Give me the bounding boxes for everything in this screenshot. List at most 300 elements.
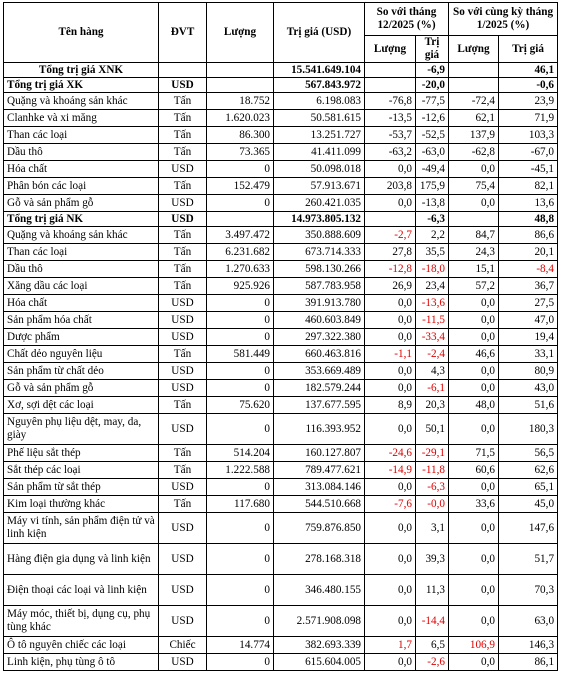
cell-year-volume-change: 0,0 <box>449 544 499 575</box>
cell-year-value-change: -67,0 <box>499 144 558 161</box>
cell-unit: Tấn <box>159 397 207 414</box>
trade-table <box>3 2 558 671</box>
cell-unit: Tấn <box>159 93 207 110</box>
cell-value: 759.876.850 <box>274 513 365 544</box>
table-row <box>4 178 558 195</box>
cell-month-value-change: -49,4 <box>416 161 449 178</box>
cell-month-volume-change <box>365 78 416 93</box>
cell-value: 598.130.266 <box>274 261 365 278</box>
cell-volume: 0 <box>207 363 274 380</box>
cell-month-volume-change: -2,7 <box>365 227 416 244</box>
cell-value: 297.322.380 <box>274 329 365 346</box>
table-row <box>4 496 558 513</box>
subheader-volume-month: Lượng <box>365 36 416 63</box>
cell-name: Điện thoại các loại và linh kiện <box>4 575 159 606</box>
cell-month-volume-change: 0,0 <box>365 329 416 346</box>
cell-year-volume-change: 106,9 <box>449 637 499 654</box>
cell-month-value-change: 175,9 <box>416 178 449 195</box>
table-row <box>4 414 558 445</box>
cell-year-value-change: 62,6 <box>499 462 558 479</box>
cell-volume: 0 <box>207 544 274 575</box>
table-row <box>4 479 558 496</box>
cell-year-volume-change: 0,0 <box>449 575 499 606</box>
cell-year-volume-change <box>449 78 499 93</box>
cell-year-value-change: 48,8 <box>499 212 558 227</box>
cell-name: Sản phẩm từ sắt thép <box>4 479 159 496</box>
cell-volume: 0 <box>207 195 274 212</box>
cell-unit: Tấn <box>159 244 207 261</box>
cell-name: Linh kiện, phụ tùng ô tô <box>4 654 159 671</box>
cell-value: 391.913.780 <box>274 295 365 312</box>
cell-month-volume-change: 0,0 <box>365 161 416 178</box>
cell-name: Phế liệu sắt thép <box>4 445 159 462</box>
cell-value: 382.693.339 <box>274 637 365 654</box>
header-vs-prev-month: So với tháng 12/2025 (%) <box>365 3 449 36</box>
cell-unit: USD <box>159 161 207 178</box>
table-row <box>4 575 558 606</box>
cell-year-value-change: 20,1 <box>499 244 558 261</box>
cell-name: Dầu thô <box>4 144 159 161</box>
cell-value: 350.888.609 <box>274 227 365 244</box>
cell-volume <box>207 63 274 78</box>
cell-unit: Tấn <box>159 278 207 295</box>
cell-name: Gỗ và sản phẩm gỗ <box>4 380 159 397</box>
cell-year-volume-change: 0,0 <box>449 312 499 329</box>
cell-unit: USD <box>159 654 207 671</box>
cell-year-volume-change: 0,0 <box>449 161 499 178</box>
cell-month-value-change: 20,3 <box>416 397 449 414</box>
table-header <box>4 3 558 63</box>
header-value: Trị giá (USD) <box>274 3 365 63</box>
cell-year-value-change: 80,9 <box>499 363 558 380</box>
cell-name: Chất dẻo nguyên liệu <box>4 346 159 363</box>
cell-name: Nguyên phụ liệu dệt, may, da, giày <box>4 414 159 445</box>
cell-volume: 14.774 <box>207 637 274 654</box>
cell-unit: Tấn <box>159 462 207 479</box>
cell-unit: Chiếc <box>159 637 207 654</box>
cell-value: 460.603.849 <box>274 312 365 329</box>
cell-name: Dược phẩm <box>4 329 159 346</box>
cell-month-value-change: 39,3 <box>416 544 449 575</box>
cell-value: 50.581.615 <box>274 110 365 127</box>
table-row <box>4 261 558 278</box>
cell-year-volume-change: 0,0 <box>449 295 499 312</box>
cell-value: 160.127.807 <box>274 445 365 462</box>
table-row <box>4 513 558 544</box>
cell-month-volume-change: -76,8 <box>365 93 416 110</box>
table-row <box>4 161 558 178</box>
cell-name: Gỗ và sản phẩm gỗ <box>4 195 159 212</box>
cell-volume: 0 <box>207 295 274 312</box>
cell-name: Sắt thép các loại <box>4 462 159 479</box>
cell-month-volume-change: 0,0 <box>365 380 416 397</box>
cell-volume: 581.449 <box>207 346 274 363</box>
cell-name: Xăng dầu các loại <box>4 278 159 295</box>
cell-month-volume-change: -63,2 <box>365 144 416 161</box>
table-row <box>4 278 558 295</box>
cell-value: 182.579.244 <box>274 380 365 397</box>
cell-month-value-change: -2,6 <box>416 654 449 671</box>
cell-volume <box>207 78 274 93</box>
cell-year-volume-change: 46,6 <box>449 346 499 363</box>
cell-value: 673.714.333 <box>274 244 365 261</box>
cell-volume <box>207 212 274 227</box>
table-row <box>4 195 558 212</box>
cell-value: 278.168.318 <box>274 544 365 575</box>
cell-year-volume-change: 62,1 <box>449 110 499 127</box>
cell-volume: 3.497.472 <box>207 227 274 244</box>
cell-year-volume-change: 71,5 <box>449 445 499 462</box>
cell-year-volume-change: 0,0 <box>449 380 499 397</box>
table-row <box>4 445 558 462</box>
cell-unit: USD <box>159 513 207 544</box>
cell-month-volume-change: 0,0 <box>365 544 416 575</box>
cell-month-volume-change: 27,8 <box>365 244 416 261</box>
cell-volume: 0 <box>207 654 274 671</box>
table-row <box>4 380 558 397</box>
table-row <box>4 346 558 363</box>
cell-month-value-change: -18,0 <box>416 261 449 278</box>
cell-month-value-change: -12,6 <box>416 110 449 127</box>
cell-value: 6.198.083 <box>274 93 365 110</box>
cell-name: Hóa chất <box>4 295 159 312</box>
cell-unit: USD <box>159 212 207 227</box>
cell-year-value-change: -8,4 <box>499 261 558 278</box>
cell-year-volume-change: 33,6 <box>449 496 499 513</box>
table-row <box>4 144 558 161</box>
cell-month-value-change: -2,4 <box>416 346 449 363</box>
total-row <box>4 212 558 227</box>
cell-year-value-change: 13,6 <box>499 195 558 212</box>
cell-month-value-change: -63,0 <box>416 144 449 161</box>
cell-value: 41.411.099 <box>274 144 365 161</box>
cell-month-value-change: -6,3 <box>416 212 449 227</box>
cell-year-value-change: 47,0 <box>499 312 558 329</box>
table-row <box>4 462 558 479</box>
cell-year-value-change: 180,3 <box>499 414 558 445</box>
cell-value: 137.677.595 <box>274 397 365 414</box>
cell-year-value-change: 70,3 <box>499 575 558 606</box>
cell-year-volume-change: 24,3 <box>449 244 499 261</box>
header-name: Tên hàng <box>4 3 159 63</box>
cell-value: 660.463.816 <box>274 346 365 363</box>
cell-month-volume-change: -13,5 <box>365 110 416 127</box>
cell-month-volume-change <box>365 212 416 227</box>
cell-unit: Tấn <box>159 127 207 144</box>
cell-month-volume-change: -1,1 <box>365 346 416 363</box>
cell-year-value-change: 51,7 <box>499 544 558 575</box>
cell-value: 313.084.146 <box>274 479 365 496</box>
cell-year-volume-change <box>449 63 499 78</box>
cell-year-volume-change: 75,4 <box>449 178 499 195</box>
cell-month-value-change: 11,3 <box>416 575 449 606</box>
cell-year-value-change: 103,3 <box>499 127 558 144</box>
cell-value: 14.973.805.132 <box>274 212 365 227</box>
cell-month-value-change: 6,5 <box>416 637 449 654</box>
cell-name: Xơ, sợi dệt các loại <box>4 397 159 414</box>
cell-unit: Tấn <box>159 178 207 195</box>
cell-month-volume-change: 0,0 <box>365 195 416 212</box>
cell-volume: 0 <box>207 161 274 178</box>
cell-unit: USD <box>159 329 207 346</box>
header-volume: Lượng <box>207 3 274 63</box>
cell-volume: 0 <box>207 312 274 329</box>
cell-month-value-change: -11,8 <box>416 462 449 479</box>
cell-name: Dầu thô <box>4 261 159 278</box>
cell-year-value-change: 23,9 <box>499 93 558 110</box>
cell-name: Clanhke và xi măng <box>4 110 159 127</box>
cell-month-value-change: -13,8 <box>416 195 449 212</box>
cell-year-value-change: -45,1 <box>499 161 558 178</box>
cell-month-volume-change: 1,7 <box>365 637 416 654</box>
table-row <box>4 93 558 110</box>
cell-month-value-change: -13,6 <box>416 295 449 312</box>
cell-month-volume-change: 0,0 <box>365 414 416 445</box>
cell-unit: Tấn <box>159 496 207 513</box>
cell-volume: 0 <box>207 479 274 496</box>
cell-unit: USD <box>159 78 207 93</box>
cell-value: 544.510.668 <box>274 496 365 513</box>
cell-unit: USD <box>159 414 207 445</box>
cell-year-volume-change: 57,2 <box>449 278 499 295</box>
cell-volume: 75.620 <box>207 397 274 414</box>
cell-year-volume-change: 48,0 <box>449 397 499 414</box>
total-row <box>4 78 558 93</box>
subheader-volume-year: Lượng <box>449 36 499 63</box>
cell-value: 587.783.958 <box>274 278 365 295</box>
cell-month-volume-change: 8,9 <box>365 397 416 414</box>
table-row <box>4 637 558 654</box>
cell-year-volume-change: -62,8 <box>449 144 499 161</box>
cell-year-volume-change: 0,0 <box>449 195 499 212</box>
cell-month-value-change: 23,4 <box>416 278 449 295</box>
cell-volume: 925.926 <box>207 278 274 295</box>
header-vs-same-period: So với cùng kỳ tháng 1/2025 (%) <box>449 3 558 36</box>
cell-volume: 0 <box>207 606 274 637</box>
cell-value: 50.098.018 <box>274 161 365 178</box>
cell-unit: USD <box>159 312 207 329</box>
cell-month-volume-change: 0,0 <box>365 513 416 544</box>
cell-month-value-change: -11,5 <box>416 312 449 329</box>
cell-name: Máy vi tính, sản phẩm điện tử và linh kiện <box>4 513 159 544</box>
total-row <box>4 63 558 78</box>
cell-month-value-change: -20,0 <box>416 78 449 93</box>
trade-table-container <box>3 2 557 671</box>
cell-value: 15.541.649.104 <box>274 63 365 78</box>
cell-month-volume-change: 26,9 <box>365 278 416 295</box>
cell-unit: Tấn <box>159 144 207 161</box>
cell-value: 346.480.155 <box>274 575 365 606</box>
table-row <box>4 244 558 261</box>
cell-volume: 0 <box>207 329 274 346</box>
cell-month-volume-change: 203,8 <box>365 178 416 195</box>
cell-name: Tổng trị giá XNK <box>4 63 159 78</box>
cell-month-value-change: -33,4 <box>416 329 449 346</box>
cell-volume: 1.270.633 <box>207 261 274 278</box>
cell-month-volume-change <box>365 63 416 78</box>
cell-year-value-change: 86,1 <box>499 654 558 671</box>
cell-year-value-change: 46,1 <box>499 63 558 78</box>
cell-name: Sản phẩm từ chất dẻo <box>4 363 159 380</box>
cell-year-value-change: 86,6 <box>499 227 558 244</box>
cell-volume: 6.231.682 <box>207 244 274 261</box>
cell-unit: USD <box>159 380 207 397</box>
cell-name: Kim loại thường khác <box>4 496 159 513</box>
cell-value: 260.421.035 <box>274 195 365 212</box>
cell-month-value-change: 4,3 <box>416 363 449 380</box>
cell-volume: 0 <box>207 513 274 544</box>
cell-year-volume-change: 0,0 <box>449 363 499 380</box>
table-row <box>4 227 558 244</box>
cell-year-value-change: 63,0 <box>499 606 558 637</box>
cell-name: Tổng trị giá XK <box>4 78 159 93</box>
cell-year-volume-change: 60,6 <box>449 462 499 479</box>
cell-year-volume-change: 0,0 <box>449 513 499 544</box>
cell-year-value-change: 147,6 <box>499 513 558 544</box>
cell-month-value-change: -6,3 <box>416 479 449 496</box>
cell-month-volume-change: 0,0 <box>365 575 416 606</box>
cell-year-value-change: 82,1 <box>499 178 558 195</box>
cell-month-volume-change: 0,0 <box>365 363 416 380</box>
cell-year-value-change: 19,4 <box>499 329 558 346</box>
cell-unit: USD <box>159 479 207 496</box>
cell-volume: 0 <box>207 380 274 397</box>
cell-year-value-change: 27,5 <box>499 295 558 312</box>
cell-month-volume-change: -53,7 <box>365 127 416 144</box>
cell-month-value-change: -6,1 <box>416 380 449 397</box>
table-row <box>4 606 558 637</box>
cell-month-volume-change: 0,0 <box>365 312 416 329</box>
cell-name: Sản phẩm hóa chất <box>4 312 159 329</box>
cell-volume: 0 <box>207 575 274 606</box>
cell-volume: 514.204 <box>207 445 274 462</box>
cell-value: 116.393.952 <box>274 414 365 445</box>
cell-unit <box>159 63 207 78</box>
cell-unit: Tấn <box>159 445 207 462</box>
table-row <box>4 329 558 346</box>
cell-year-value-change: -0,6 <box>499 78 558 93</box>
cell-month-value-change: -14,4 <box>416 606 449 637</box>
table-body <box>4 63 558 671</box>
cell-year-value-change: 146,3 <box>499 637 558 654</box>
table-row <box>4 544 558 575</box>
cell-year-volume-change: 0,0 <box>449 606 499 637</box>
cell-month-value-change: -0,0 <box>416 496 449 513</box>
cell-year-value-change: 45,0 <box>499 496 558 513</box>
cell-year-volume-change: 0,0 <box>449 479 499 496</box>
cell-month-volume-change: -12,8 <box>365 261 416 278</box>
cell-unit: USD <box>159 544 207 575</box>
cell-name: Phân bón các loại <box>4 178 159 195</box>
cell-value: 567.843.972 <box>274 78 365 93</box>
cell-name: Quặng và khoáng sản khác <box>4 93 159 110</box>
cell-month-volume-change: 0,0 <box>365 479 416 496</box>
cell-year-value-change: 56,5 <box>499 445 558 462</box>
cell-unit: Tấn <box>159 110 207 127</box>
cell-month-volume-change: -14,9 <box>365 462 416 479</box>
cell-month-volume-change: 0,0 <box>365 606 416 637</box>
cell-year-value-change: 43,0 <box>499 380 558 397</box>
cell-name: Ô tô nguyên chiếc các loại <box>4 637 159 654</box>
cell-unit: Tấn <box>159 261 207 278</box>
table-row <box>4 654 558 671</box>
cell-year-value-change: 65,1 <box>499 479 558 496</box>
cell-name: Hóa chất <box>4 161 159 178</box>
cell-year-volume-change: 0,0 <box>449 414 499 445</box>
cell-month-value-change: -77,5 <box>416 93 449 110</box>
cell-month-volume-change: 0,0 <box>365 295 416 312</box>
cell-value: 57.913.671 <box>274 178 365 195</box>
cell-value: 13.251.727 <box>274 127 365 144</box>
cell-month-volume-change: 0,0 <box>365 654 416 671</box>
table-row <box>4 312 558 329</box>
table-row <box>4 363 558 380</box>
cell-year-volume-change <box>449 212 499 227</box>
cell-value: 2.571.908.098 <box>274 606 365 637</box>
cell-unit: USD <box>159 606 207 637</box>
cell-name: Tổng trị giá NK <box>4 212 159 227</box>
cell-name: Quặng và khoáng sản khác <box>4 227 159 244</box>
cell-volume: 1.620.023 <box>207 110 274 127</box>
cell-volume: 18.752 <box>207 93 274 110</box>
cell-volume: 152.479 <box>207 178 274 195</box>
cell-volume: 117.680 <box>207 496 274 513</box>
cell-name: Than các loại <box>4 127 159 144</box>
cell-unit: Tấn <box>159 346 207 363</box>
cell-unit: USD <box>159 195 207 212</box>
cell-value: 615.604.005 <box>274 654 365 671</box>
cell-year-value-change: 33,1 <box>499 346 558 363</box>
cell-unit: USD <box>159 363 207 380</box>
cell-volume: 1.222.588 <box>207 462 274 479</box>
cell-year-volume-change: 0,0 <box>449 329 499 346</box>
header-unit: ĐVT <box>159 3 207 63</box>
cell-month-volume-change: -7,6 <box>365 496 416 513</box>
cell-month-value-change: 35,5 <box>416 244 449 261</box>
cell-volume: 73.365 <box>207 144 274 161</box>
cell-year-volume-change: 0,0 <box>449 654 499 671</box>
cell-month-value-change: 2,2 <box>416 227 449 244</box>
cell-unit: USD <box>159 575 207 606</box>
cell-year-volume-change: 84,7 <box>449 227 499 244</box>
table-row <box>4 110 558 127</box>
cell-name: Than các loại <box>4 244 159 261</box>
cell-year-value-change: 36,7 <box>499 278 558 295</box>
cell-unit: USD <box>159 295 207 312</box>
table-row <box>4 127 558 144</box>
cell-month-value-change: -52,5 <box>416 127 449 144</box>
cell-year-volume-change: -72,4 <box>449 93 499 110</box>
cell-value: 353.669.489 <box>274 363 365 380</box>
cell-year-volume-change: 15,1 <box>449 261 499 278</box>
cell-year-volume-change: 137,9 <box>449 127 499 144</box>
cell-month-volume-change: -24,6 <box>365 445 416 462</box>
cell-volume: 86.300 <box>207 127 274 144</box>
cell-year-value-change: 71,9 <box>499 110 558 127</box>
table-row <box>4 295 558 312</box>
cell-month-value-change: 50,1 <box>416 414 449 445</box>
table-row <box>4 397 558 414</box>
subheader-value-year: Trị giá <box>499 36 558 63</box>
subheader-value-month: Trị giá <box>416 36 449 63</box>
cell-volume: 0 <box>207 414 274 445</box>
cell-month-value-change: 3,1 <box>416 513 449 544</box>
cell-month-value-change: -6,9 <box>416 63 449 78</box>
cell-name: Máy móc, thiết bị, dụng cụ, phụ tùng khác <box>4 606 159 637</box>
cell-unit: Tấn <box>159 227 207 244</box>
cell-year-value-change: 51,6 <box>499 397 558 414</box>
cell-name: Hàng điện gia dụng và linh kiện <box>4 544 159 575</box>
